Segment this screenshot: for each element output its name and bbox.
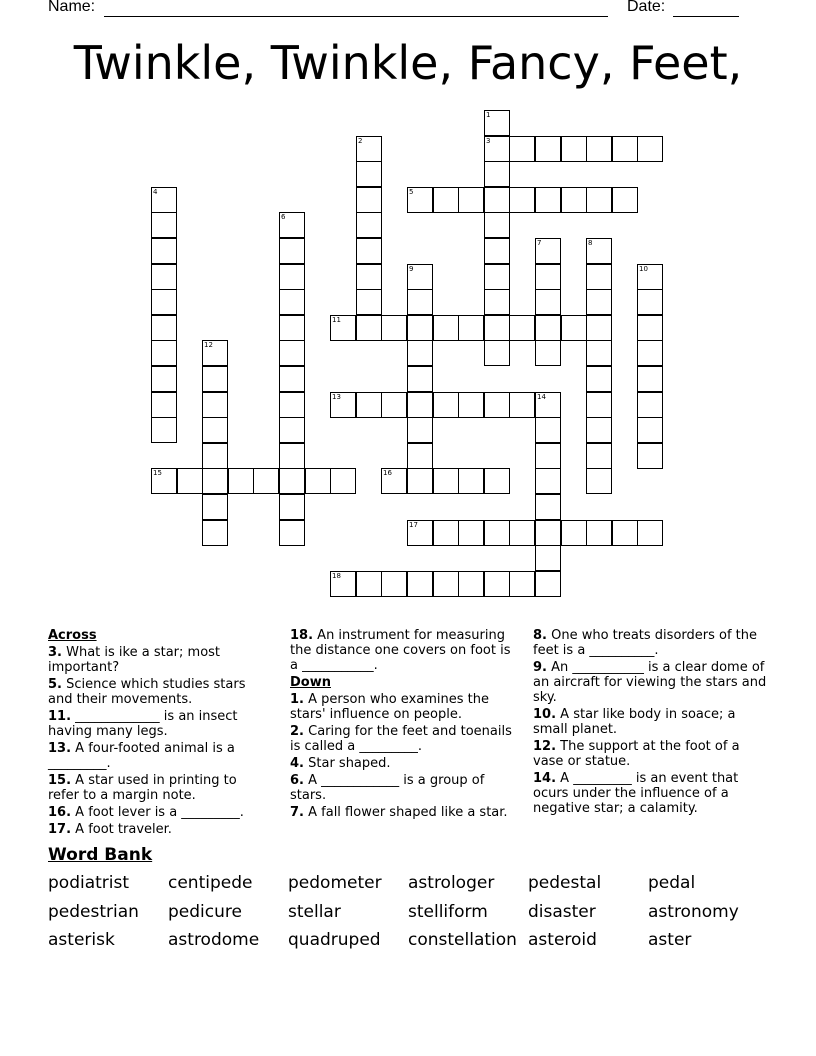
grid-cell[interactable] [433, 392, 459, 418]
word-bank-item: pedicure [168, 902, 242, 922]
grid-cell[interactable] [407, 340, 433, 366]
clue-number-18: 18 [332, 572, 341, 580]
clue-number-7: 7 [537, 239, 542, 247]
grid-cell[interactable] [637, 366, 663, 392]
clue-number-11: 11 [332, 316, 341, 324]
grid-cell[interactable] [612, 520, 638, 546]
grid-cell[interactable] [586, 443, 612, 469]
clue-down-12: 12. The support at the foot of a vase or statue. [533, 739, 740, 769]
grid-cell[interactable] [407, 315, 433, 341]
grid-cell[interactable] [433, 571, 459, 597]
grid-cell[interactable] [151, 212, 177, 238]
grid-cell[interactable] [407, 366, 433, 392]
grid-cell[interactable] [535, 545, 561, 571]
grid-cell[interactable] [535, 468, 561, 494]
grid-cell[interactable] [637, 392, 663, 418]
grid-cell[interactable] [433, 315, 459, 341]
down-heading: Down [290, 675, 331, 690]
clue-number-13: 13 [332, 393, 341, 401]
grid-cell[interactable] [484, 392, 510, 418]
word-bank-item: astronomy [648, 902, 739, 922]
grid-cell[interactable] [279, 264, 305, 290]
grid-cell[interactable] [586, 289, 612, 315]
word-bank-title: Word Bank [48, 845, 153, 865]
grid-cell[interactable] [586, 366, 612, 392]
clue-number-14: 14 [537, 393, 546, 401]
grid-cell[interactable] [356, 392, 382, 418]
grid-cell[interactable] [356, 238, 382, 264]
grid-cell[interactable] [305, 468, 331, 494]
grid-cell[interactable] [535, 494, 561, 520]
grid-cell[interactable] [279, 494, 305, 520]
word-bank-item: asteroid [528, 930, 597, 950]
grid-cell[interactable] [279, 289, 305, 315]
grid-cell[interactable] [356, 212, 382, 238]
grid-cell[interactable] [561, 187, 587, 213]
clue-number-4: 4 [153, 188, 158, 196]
grid-cell[interactable] [612, 187, 638, 213]
word-bank-item: podiatrist [48, 873, 130, 893]
grid-cell[interactable] [279, 520, 305, 546]
grid-cell[interactable] [586, 392, 612, 418]
word-bank-item: constellation [408, 930, 517, 950]
grid-cell[interactable] [561, 520, 587, 546]
grid-cell[interactable] [151, 315, 177, 341]
clue-number-9: 9 [409, 265, 414, 273]
grid-cell[interactable] [228, 468, 254, 494]
grid-cell[interactable] [535, 264, 561, 290]
grid-cell[interactable] [151, 289, 177, 315]
clue-down-4: 4. Star shaped. [290, 756, 391, 771]
grid-cell[interactable] [484, 571, 510, 597]
grid-cell[interactable] [279, 238, 305, 264]
grid-cell[interactable] [151, 238, 177, 264]
grid-cell[interactable] [407, 417, 433, 443]
clue-down-6: 6. A ____________ is a group of stars. [290, 773, 485, 803]
clue-across-16: 16. A foot lever is a _________. [48, 805, 244, 820]
grid-cell[interactable] [356, 187, 382, 213]
clue-number-10: 10 [639, 265, 648, 273]
grid-cell[interactable] [407, 468, 433, 494]
clue-down-10: 10. A star like body in soace; a small planet. [533, 707, 736, 737]
grid-cell[interactable] [535, 443, 561, 469]
clue-down-2: 2. Caring for the feet and toenails is called a _________. [290, 724, 512, 754]
word-bank-item: pedometer [288, 873, 382, 893]
grid-cell[interactable] [586, 187, 612, 213]
grid-cell[interactable] [151, 417, 177, 443]
grid-cell[interactable] [484, 161, 510, 187]
grid-cell[interactable] [407, 289, 433, 315]
grid-cell[interactable] [279, 468, 305, 494]
clues-column-1 [48, 628, 270, 839]
clue-down-1: 1. A person who examines the stars' influence on people. [290, 692, 489, 722]
grid-cell[interactable] [356, 315, 382, 341]
word-bank-item: aster [648, 930, 692, 950]
grid-cell[interactable] [586, 417, 612, 443]
grid-cell[interactable] [484, 520, 510, 546]
clue-across-15: 15. A star used in printing to refer to a margin note. [48, 773, 237, 803]
grid-cell[interactable] [458, 392, 484, 418]
grid-cell[interactable] [151, 366, 177, 392]
grid-cell[interactable] [330, 468, 356, 494]
grid-cell[interactable] [509, 187, 535, 213]
grid-cell[interactable] [381, 392, 407, 418]
grid-cell[interactable] [586, 340, 612, 366]
grid-cell[interactable] [458, 571, 484, 597]
grid-cell[interactable] [433, 187, 459, 213]
clues-column-3 [533, 628, 773, 818]
clue-across-18: 18. An instrument for measuring the distance one covers on foot is a ___________. [290, 628, 511, 673]
grid-cell[interactable] [586, 520, 612, 546]
grid-cell[interactable] [535, 315, 561, 341]
word-bank-item: quadruped [288, 930, 381, 950]
grid-cell[interactable] [381, 571, 407, 597]
grid-cell[interactable] [535, 340, 561, 366]
clue-down-9: 9. An ___________ is a clear dome of an aircraft for viewing the stars and sky. [533, 660, 767, 705]
clue-down-8: 8. One who treats disorders of the feet is a __________. [533, 628, 758, 658]
grid-cell[interactable] [586, 315, 612, 341]
clue-down-14: 14. A _________ is an event that ocurs under the influence of a negative star; a calamity. [533, 771, 739, 816]
grid-cell[interactable] [151, 392, 177, 418]
word-bank-item: centipede [168, 873, 253, 893]
grid-cell[interactable] [279, 340, 305, 366]
grid-cell[interactable] [637, 289, 663, 315]
clue-down-7: 7. A fall flower shaped like a star. [290, 805, 508, 820]
grid-cell[interactable] [458, 520, 484, 546]
grid-cell[interactable] [407, 571, 433, 597]
clue-across-11: 11. _____________ is an insect having many legs. [48, 709, 238, 739]
grid-cell[interactable] [484, 289, 510, 315]
grid-cell[interactable] [586, 264, 612, 290]
clue-across-5: 5. Science which studies stars and their movements. [48, 677, 246, 707]
grid-cell[interactable] [509, 392, 535, 418]
word-bank-item: stellar [288, 902, 341, 922]
clue-number-5: 5 [409, 188, 414, 196]
grid-cell[interactable] [279, 443, 305, 469]
grid-cell[interactable] [484, 238, 510, 264]
grid-cell[interactable] [637, 417, 663, 443]
grid-cell[interactable] [407, 392, 433, 418]
clue-number-6: 6 [281, 213, 286, 221]
grid-cell[interactable] [637, 443, 663, 469]
clue-across-13: 13. A four-footed animal is a _________. [48, 741, 235, 771]
word-bank-item: astrologer [408, 873, 495, 893]
grid-cell[interactable] [484, 212, 510, 238]
grid-cell[interactable] [433, 520, 459, 546]
grid-cell[interactable] [535, 520, 561, 546]
grid-cell[interactable] [279, 366, 305, 392]
clue-number-3: 3 [486, 137, 491, 145]
grid-cell[interactable] [202, 392, 228, 418]
clue-number-1: 1 [486, 111, 491, 119]
grid-cell[interactable] [279, 417, 305, 443]
grid-cell[interactable] [637, 520, 663, 546]
grid-cell[interactable] [202, 366, 228, 392]
clue-number-16: 16 [383, 469, 392, 477]
grid-cell[interactable] [535, 187, 561, 213]
word-bank-item: astrodome [168, 930, 260, 950]
grid-cell[interactable] [484, 264, 510, 290]
name-label: Name: [48, 0, 96, 15]
clue-number-8: 8 [588, 239, 593, 247]
grid-cell[interactable] [202, 417, 228, 443]
grid-cell[interactable] [561, 136, 587, 162]
grid-cell[interactable] [535, 571, 561, 597]
clue-number-15: 15 [153, 469, 162, 477]
grid-cell[interactable] [458, 468, 484, 494]
grid-cell[interactable] [586, 136, 612, 162]
grid-cell[interactable] [535, 417, 561, 443]
clue-across-17: 17. A foot traveler. [48, 822, 172, 837]
grid-cell[interactable] [458, 187, 484, 213]
grid-cell[interactable] [202, 443, 228, 469]
grid-cell[interactable] [535, 136, 561, 162]
date-label: Date: [627, 0, 666, 15]
grid-cell[interactable] [509, 315, 535, 341]
grid-cell[interactable] [637, 315, 663, 341]
clue-number-12: 12 [204, 341, 213, 349]
grid-cell[interactable] [561, 315, 587, 341]
grid-cell[interactable] [381, 315, 407, 341]
word-bank-item: stelliform [408, 902, 488, 922]
grid-cell[interactable] [637, 340, 663, 366]
grid-cell[interactable] [484, 315, 510, 341]
grid-cell[interactable] [509, 136, 535, 162]
grid-cell[interactable] [356, 264, 382, 290]
clue-number-2: 2 [358, 137, 363, 145]
clue-number-17: 17 [409, 521, 418, 529]
puzzle-title: Twinkle, Twinkle, Fancy, Feet, [73, 36, 743, 90]
grid-cell[interactable] [484, 468, 510, 494]
grid-cell[interactable] [407, 443, 433, 469]
word-bank-item: pedal [648, 873, 696, 893]
clue-across-3: 3. What is ike a star; most important? [48, 645, 221, 675]
grid-cell[interactable] [202, 494, 228, 520]
grid-cell[interactable] [458, 315, 484, 341]
clues-column-2 [290, 628, 516, 822]
grid-cell[interactable] [356, 571, 382, 597]
word-bank-item: pedestrian [48, 902, 139, 922]
grid-cell[interactable] [202, 468, 228, 494]
grid-cell[interactable] [535, 289, 561, 315]
grid-cell[interactable] [177, 468, 203, 494]
grid-cell[interactable] [433, 468, 459, 494]
grid-cell[interactable] [151, 340, 177, 366]
grid-cell[interactable] [484, 340, 510, 366]
grid-cell[interactable] [484, 187, 510, 213]
word-bank-item: asterisk [48, 930, 115, 950]
grid-cell[interactable] [586, 468, 612, 494]
grid-cell[interactable] [509, 571, 535, 597]
grid-cell[interactable] [151, 264, 177, 290]
grid-cell[interactable] [279, 315, 305, 341]
word-bank-item: disaster [528, 902, 596, 922]
grid-cell[interactable] [202, 520, 228, 546]
grid-cell[interactable] [356, 161, 382, 187]
across-heading: Across [48, 628, 97, 643]
grid-cell[interactable] [253, 468, 279, 494]
grid-cell[interactable] [612, 136, 638, 162]
grid-cell[interactable] [637, 136, 663, 162]
word-bank-item: pedestal [528, 873, 602, 893]
grid-cell[interactable] [279, 392, 305, 418]
grid-cell[interactable] [356, 289, 382, 315]
grid-cell[interactable] [509, 520, 535, 546]
